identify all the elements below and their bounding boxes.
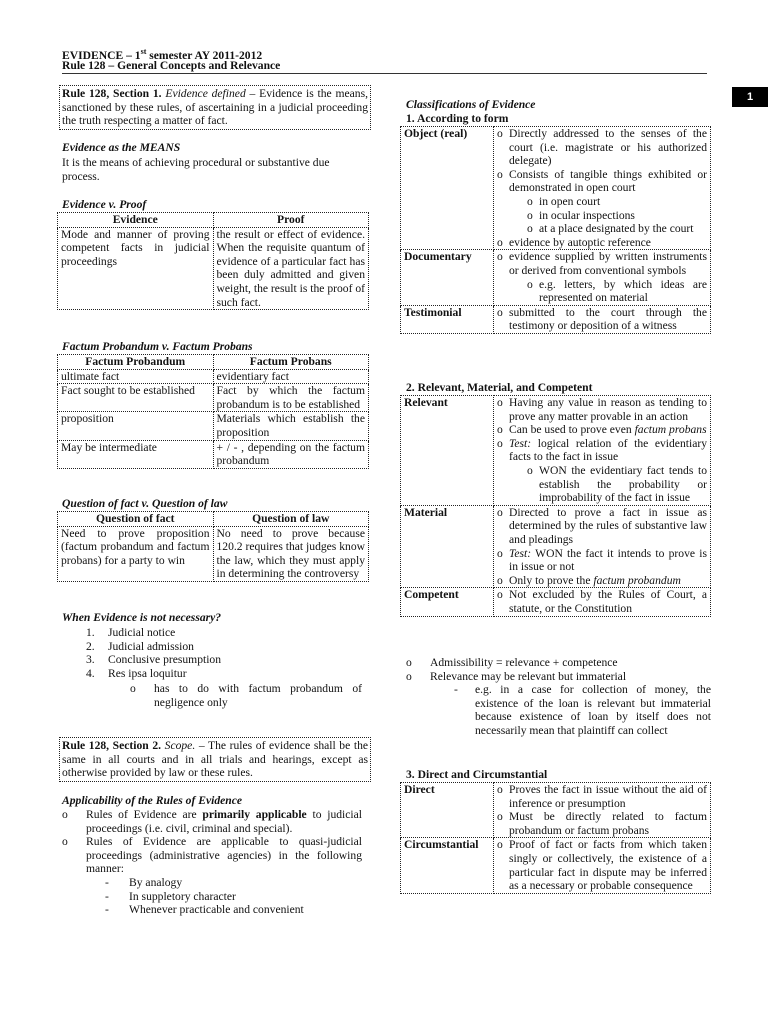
table-row — [58, 369, 369, 384]
means-heading: Evidence as the MEANS — [62, 141, 181, 154]
table-header: Question of fact — [58, 512, 214, 527]
table-row — [401, 305, 711, 333]
list-item: - Whenever practicable and convenient — [105, 903, 304, 917]
list-item: o Test: logical relation of the evidentiary facts to the fact in issue — [497, 437, 707, 464]
table-row — [58, 384, 369, 412]
direct-table — [400, 782, 711, 894]
section1-definition-box — [59, 85, 371, 130]
form-table — [400, 126, 711, 334]
header-divider — [62, 73, 707, 74]
section2-text: – The rules of evidence shall be the same in all courts and in all trials and hearings, except as otherwise provided by law or these rules. — [62, 739, 369, 780]
list-item: o Must be directly related to factum probandum or factum probans — [497, 810, 707, 837]
list-item: 2. Judicial admission — [86, 639, 194, 653]
list-item: o Not excluded by the Rules of Court, a statute, or the Constitution — [497, 588, 707, 615]
list-item: o Directly addressed to the senses of the court (i.e. magistrate or his authorized delegate) — [497, 127, 707, 168]
relevance-table — [400, 395, 711, 617]
table-cell: evidentiary fact — [213, 369, 369, 384]
list-item: o Proof of fact or facts from which taken singly or collectively, the existence of a particular fact in dispute may be inferred as a necessary or probable consequence — [497, 838, 707, 892]
table-cell: Testimonial — [401, 305, 494, 333]
question-heading: Question of fact v. Question of law — [62, 497, 228, 510]
list-item: o Proves the fact in issue without the aid of inference or presumption — [497, 783, 707, 810]
list-item: o evidence supplied by written instruments or derived from conventional symbols — [497, 250, 707, 277]
table-cell: ultimate fact — [58, 369, 214, 384]
table-header: Evidence — [58, 213, 214, 228]
relevance-notes — [406, 656, 711, 738]
list-item: o Rules of Evidence are primarily applicable to judicial proceedings (i.e. civil, criminal and special). — [62, 808, 363, 835]
list-item: o submitted to the court through the testimony or deposition of a witness — [497, 306, 707, 333]
page-number-badge: 1 — [732, 87, 768, 107]
not-necessary-heading: When Evidence is not necessary? — [62, 611, 222, 624]
list-item: - e.g. in a case for collection of money, the existence of the loan is relevant but immaterial because existence of loan by itself does not necessarily mean that plaintiff can collect — [454, 683, 711, 737]
table-cell: Documentary — [401, 250, 494, 305]
classifications-heading: Classifications of Evidence — [406, 98, 536, 111]
table-cell: Materials which establish the proposition — [213, 412, 369, 440]
list-item: 1. Judicial notice — [86, 626, 176, 639]
list-item: o e.g. letters, by which ideas are represented on material — [527, 278, 707, 305]
section2-title: Rule 128, Section 2. — [62, 739, 162, 752]
list-item: - By analogy — [105, 875, 183, 889]
list-item: o WON the evidentiary fact tends to establish the probability or improbability of the fact in issue — [527, 464, 707, 505]
table-cell: No need to prove because 120.2 requires that judges know the law, which they must apply in determining the controversy — [213, 526, 369, 581]
list-item: o at a place designated by the court — [527, 222, 707, 236]
evidence-v-proof-heading: Evidence v. Proof — [62, 198, 147, 211]
question-table — [57, 511, 369, 582]
dash-list — [62, 876, 362, 917]
res-ipsa-subitem: o has to do with factum probandum of negligence only — [130, 682, 362, 709]
table-cell: Fact sought to be established — [58, 384, 214, 412]
table-cell: Competent — [401, 588, 494, 616]
table-header: Question of law — [213, 512, 369, 527]
form-heading: 1. According to form — [406, 112, 509, 125]
list-item: o Can be used to prove even factum probans — [497, 423, 707, 437]
applicability-heading: Applicability of the Rules of Evidence — [62, 794, 243, 807]
section2-subtitle: Scope. — [164, 739, 196, 752]
table-row — [401, 838, 711, 893]
table-row — [401, 588, 711, 616]
table-cell: Fact by which the factum probandum is to be established — [213, 384, 369, 412]
list-item: o Having any value in reason as tending to prove any matter provable in an action — [497, 396, 707, 423]
table-cell: the result or effect of evidence. When the requisite quantum of evidence of a particular fact has been duly admitted and given weight, the result is the proof of such fact. — [213, 227, 369, 310]
means-text: It is the means of achieving procedural or substantive due process. — [62, 156, 330, 183]
table-header: Factum Probandum — [58, 355, 214, 370]
applicability-list — [62, 808, 362, 917]
section1-title: Rule 128, Section 1. — [62, 87, 162, 100]
list-item: 3. Conclusive presumption — [86, 653, 222, 667]
list-item: o evidence by autoptic reference — [497, 236, 707, 250]
factum-table — [57, 354, 369, 469]
list-item: o Directed to prove a fact in issue as determined by the rules of substantive law and pleadings — [497, 506, 707, 547]
table-row — [401, 250, 711, 305]
table-row — [58, 412, 369, 440]
list-item: o Consists of tangible things exhibited or demonstrated in open court — [497, 168, 707, 195]
section1-subtitle: Evidence defined — [165, 87, 246, 100]
direct-heading: 3. Direct and Circumstantial — [406, 768, 548, 781]
not-necessary-list — [86, 626, 221, 680]
table-cell: Material — [401, 505, 494, 588]
table-row — [401, 396, 711, 506]
table-header: Proof — [213, 213, 369, 228]
section2-scope-box — [59, 737, 371, 782]
table-row — [401, 505, 711, 588]
table-cell: + / - , depending on the factum probandum — [213, 440, 369, 468]
table-cell: Relevant — [401, 396, 494, 506]
evidence-v-proof-table — [57, 212, 369, 310]
table-row — [58, 440, 369, 468]
table-header: Factum Probans — [213, 355, 369, 370]
table-cell: proposition — [58, 412, 214, 440]
list-item: o Test: WON the fact it intends to prove is in issue or not — [497, 547, 707, 574]
table-cell: Object (real) — [401, 127, 494, 250]
table-cell: Circumstantial — [401, 838, 494, 893]
table-cell: Mode and manner of proving competent facts in judicial proceedings — [58, 227, 214, 310]
table-cell: May be intermediate — [58, 440, 214, 468]
list-item: o Admissibility = relevance + competence — [406, 656, 618, 669]
document-header-line1: EVIDENCE – 1st semester AY 2011-2012 — [62, 47, 263, 62]
list-item: o Rules of Evidence are applicable to quasi-judicial proceedings (administrative agencies) in the following manner: — [62, 835, 362, 876]
list-item: o Only to prove the factum probandum — [497, 574, 707, 588]
table-row — [401, 783, 711, 838]
list-item: 4. Res ipsa loquitur — [86, 666, 187, 680]
table-cell: Need to prove proposition (factum probandum and factum probans) for a party to win — [58, 526, 214, 581]
section1-text: – Evidence is the means, sanctioned by these rules, of ascertaining in a judicial proceeding the truth respecting a matter of fact. — [62, 87, 368, 128]
list-item: - In suppletory character — [105, 889, 236, 903]
list-item: o in open court — [527, 195, 707, 209]
document-header-line2: Rule 128 – General Concepts and Relevance — [62, 59, 281, 72]
factum-heading: Factum Probandum v. Factum Probans — [62, 340, 253, 353]
table-row — [401, 127, 711, 250]
list-item: o in ocular inspections — [527, 209, 707, 223]
list-item: o Relevance may be relevant but immaterial — [406, 669, 627, 683]
table-cell: Direct — [401, 783, 494, 838]
relevant-heading: 2. Relevant, Material, and Competent — [406, 381, 593, 394]
